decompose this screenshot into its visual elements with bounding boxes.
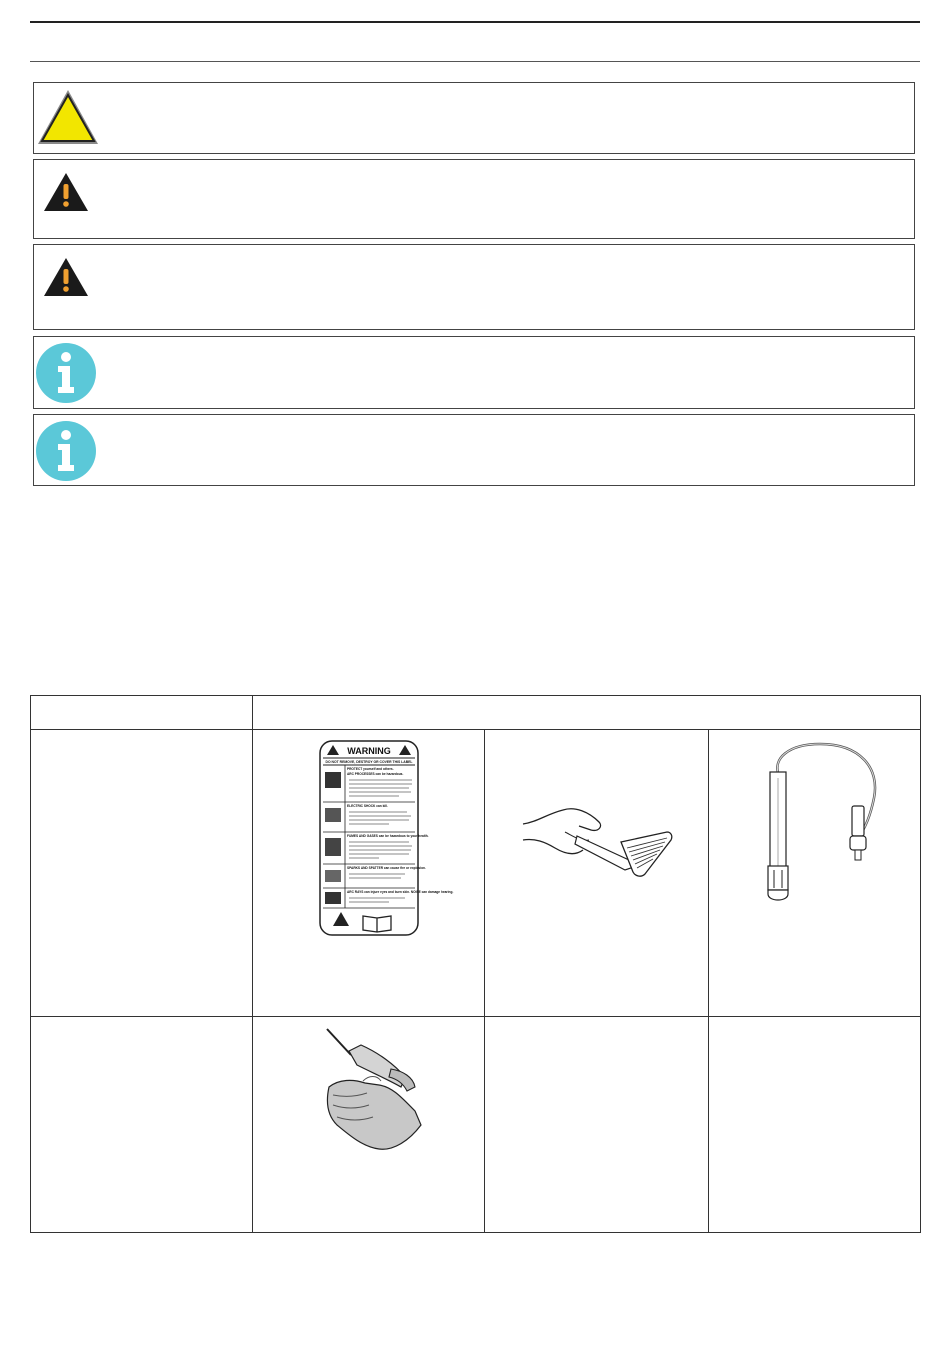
info-icon bbox=[36, 343, 96, 408]
air-gun-image bbox=[253, 1025, 484, 1155]
caution-notice bbox=[33, 82, 915, 154]
row-label-cell bbox=[31, 1017, 253, 1233]
warning-label-cell bbox=[253, 730, 485, 1017]
info-notice bbox=[33, 414, 915, 486]
row-label-cell bbox=[31, 730, 253, 1017]
brush-cell bbox=[485, 730, 709, 1017]
caution-triangle-icon bbox=[36, 87, 100, 152]
table-row bbox=[31, 730, 921, 1017]
probe-cable-image bbox=[709, 738, 920, 908]
warning-notice bbox=[33, 244, 915, 330]
table-header-cell bbox=[253, 696, 921, 730]
warning-section-text: SPARKS AND SPATTER can cause fire or explosion. bbox=[346, 866, 426, 870]
empty-cell bbox=[709, 1017, 921, 1233]
table-header-row bbox=[31, 696, 921, 730]
warning-label-image bbox=[253, 740, 484, 936]
parts-table bbox=[30, 695, 921, 1233]
brush-image bbox=[485, 792, 708, 882]
empty-cell bbox=[485, 1017, 709, 1233]
header-rule bbox=[30, 21, 920, 23]
air-gun-cell bbox=[253, 1017, 485, 1233]
table-header-cell bbox=[31, 696, 253, 730]
probe-cable-cell bbox=[709, 730, 921, 1017]
warning-notice bbox=[33, 159, 915, 239]
table-row bbox=[31, 1017, 921, 1233]
row-label bbox=[31, 730, 252, 746]
info-icon bbox=[36, 421, 96, 486]
warning-section-text: ELECTRIC SHOCK can kill. bbox=[346, 804, 388, 808]
header-label bbox=[31, 696, 252, 712]
header-underline bbox=[30, 61, 920, 62]
warning-triangle-icon bbox=[43, 257, 89, 302]
warning-triangle-icon bbox=[43, 172, 89, 217]
warning-label-subtitle: DO NOT REMOVE, DESTROY OR COVER THIS LABEL bbox=[325, 760, 412, 764]
info-notice bbox=[33, 336, 915, 409]
warning-section-text: ARC RAYS can injure eyes and burn skin. NOISE can damage hearing. bbox=[346, 890, 453, 894]
warning-section-text: PROTECT yourself and others. bbox=[346, 767, 394, 771]
warning-section-text: FUMES AND GASES can be hazardous to your health. bbox=[346, 834, 429, 838]
warning-label-title: WARNING bbox=[346, 746, 391, 756]
header-label bbox=[253, 696, 920, 712]
row-label bbox=[31, 1017, 252, 1033]
warning-section-text: ARC PROCESSES can be hazardous. bbox=[346, 772, 403, 776]
